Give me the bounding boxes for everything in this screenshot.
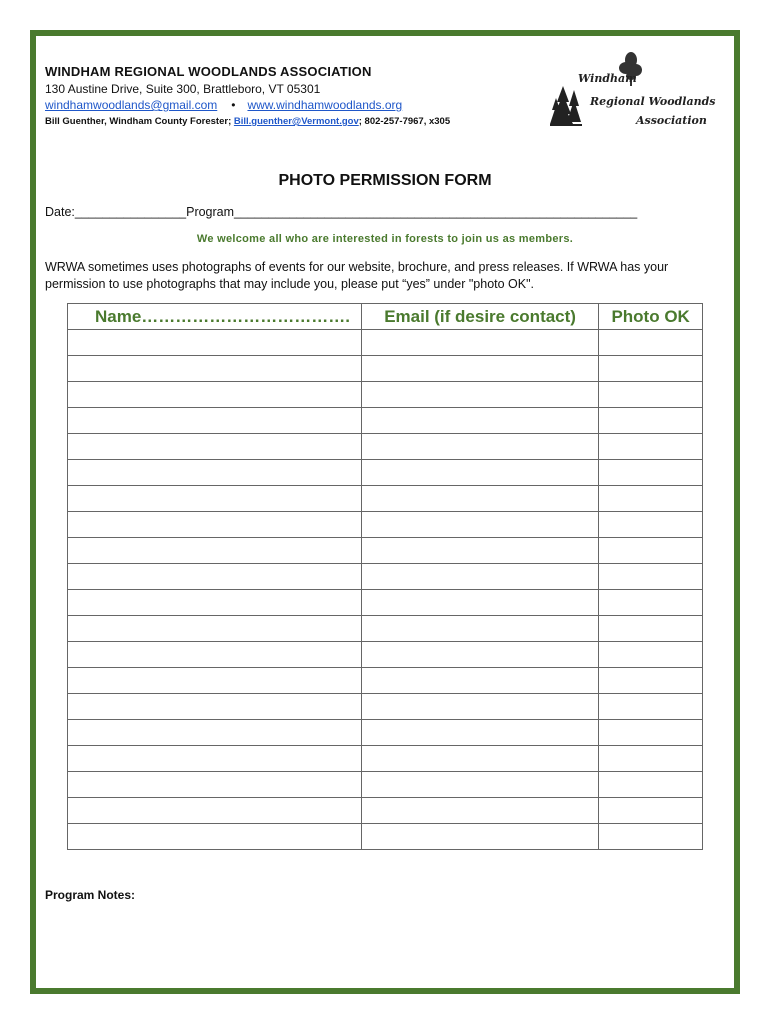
name-cell[interactable]: [68, 798, 362, 824]
organization-name: WINDHAM REGIONAL WOODLANDS ASSOCIATION: [45, 64, 372, 79]
name-cell[interactable]: [68, 616, 362, 642]
name-cell[interactable]: [68, 382, 362, 408]
email-cell[interactable]: [361, 590, 598, 616]
table-row: [68, 486, 703, 512]
name-cell[interactable]: [68, 668, 362, 694]
photo-ok-cell[interactable]: [599, 590, 703, 616]
name-cell[interactable]: [68, 564, 362, 590]
name-cell[interactable]: [68, 590, 362, 616]
email-cell[interactable]: [361, 382, 598, 408]
name-cell[interactable]: [68, 538, 362, 564]
table-row: [68, 824, 703, 850]
form-title: PHOTO PERMISSION FORM: [278, 172, 492, 189]
name-cell[interactable]: [68, 720, 362, 746]
column-header-email: Email (if desire contact): [361, 304, 598, 330]
table-row: [68, 382, 703, 408]
email-cell[interactable]: [361, 408, 598, 434]
logo-text-line1: Windham: [578, 72, 637, 85]
table-row: [68, 460, 703, 486]
email-link[interactable]: windhamwoodlands@gmail.com: [45, 98, 218, 112]
table-row: [68, 642, 703, 668]
table-row: [68, 798, 703, 824]
organization-header: [45, 64, 525, 127]
email-cell[interactable]: [361, 798, 598, 824]
name-cell[interactable]: [68, 460, 362, 486]
table-row: [68, 616, 703, 642]
table-row: [68, 434, 703, 460]
email-cell[interactable]: [361, 486, 598, 512]
photo-ok-cell[interactable]: [599, 538, 703, 564]
table-row: [68, 330, 703, 356]
forester-email-link[interactable]: Bill.guenther@Vermont.gov: [233, 116, 359, 127]
photo-ok-cell[interactable]: [599, 382, 703, 408]
email-cell[interactable]: [361, 564, 598, 590]
name-cell[interactable]: [68, 356, 362, 382]
email-cell[interactable]: [361, 460, 598, 486]
date-program-field[interactable]: Date:________________Program__________________________________________________________: [45, 205, 638, 219]
email-cell[interactable]: [361, 512, 598, 538]
photo-ok-cell[interactable]: [599, 616, 703, 642]
table-row: [68, 564, 703, 590]
forester-name: Bill Guenther, Windham County Forester;: [45, 116, 234, 127]
photo-ok-cell[interactable]: [599, 486, 703, 512]
forester-phone: ; 802-257-7967, x305: [358, 116, 451, 127]
photo-ok-cell[interactable]: [599, 798, 703, 824]
name-cell[interactable]: [68, 694, 362, 720]
email-cell[interactable]: [361, 824, 598, 850]
column-header-photo-ok: Photo OK: [599, 304, 703, 330]
email-cell[interactable]: [361, 720, 598, 746]
photo-ok-cell[interactable]: [599, 408, 703, 434]
email-cell[interactable]: [361, 642, 598, 668]
photo-ok-cell[interactable]: [599, 668, 703, 694]
photo-ok-cell[interactable]: [599, 746, 703, 772]
email-cell[interactable]: [361, 772, 598, 798]
wrwa-logo: [548, 46, 716, 130]
name-cell[interactable]: [68, 486, 362, 512]
program-notes-label: Program Notes:: [45, 888, 136, 902]
organization-address: 130 Austine Drive, Suite 300, Brattleboro, VT 05301: [45, 82, 321, 96]
welcome-message: We welcome all who are interested in forests to join us as members.: [196, 233, 574, 245]
photo-ok-cell[interactable]: [599, 642, 703, 668]
table-row: [68, 356, 703, 382]
photo-ok-cell[interactable]: [599, 694, 703, 720]
organization-links: [45, 98, 525, 112]
table-row: [68, 512, 703, 538]
forester-contact: [45, 116, 525, 127]
photo-ok-cell[interactable]: [599, 824, 703, 850]
email-cell[interactable]: [361, 746, 598, 772]
email-cell[interactable]: [361, 616, 598, 642]
name-cell[interactable]: [68, 512, 362, 538]
table-row: [68, 772, 703, 798]
intro-paragraph: WRWA sometimes uses photographs of events for our website, brochure, and press releases. If WRWA has your permission to use photographs that may include you, please put “yes” under "photo OK".: [45, 260, 669, 291]
photo-ok-cell[interactable]: [599, 330, 703, 356]
table-row: [68, 668, 703, 694]
name-cell[interactable]: [68, 824, 362, 850]
email-cell[interactable]: [361, 538, 598, 564]
link-separator: •: [231, 98, 236, 112]
table-row: [68, 720, 703, 746]
column-header-name: Name……………………………….: [68, 304, 362, 330]
table-body: [68, 330, 703, 850]
logo-text-line2: Regional Woodlands: [590, 95, 716, 108]
name-cell[interactable]: [68, 434, 362, 460]
sign-in-table: [67, 303, 703, 850]
table-row: [68, 694, 703, 720]
photo-ok-cell[interactable]: [599, 564, 703, 590]
table-row: [68, 408, 703, 434]
name-cell[interactable]: [68, 772, 362, 798]
logo-text-line3: Association: [636, 114, 707, 127]
name-cell[interactable]: [68, 746, 362, 772]
website-link[interactable]: www.windhamwoodlands.org: [247, 98, 403, 112]
photo-ok-cell[interactable]: [599, 720, 703, 746]
email-cell[interactable]: [361, 694, 598, 720]
table-header-row: [68, 304, 703, 330]
photo-ok-cell[interactable]: [599, 512, 703, 538]
table-row: [68, 590, 703, 616]
photo-ok-cell[interactable]: [599, 772, 703, 798]
photo-ok-cell[interactable]: [599, 460, 703, 486]
photo-ok-cell[interactable]: [599, 434, 703, 460]
table-row: [68, 746, 703, 772]
name-cell[interactable]: [68, 408, 362, 434]
photo-ok-cell[interactable]: [599, 356, 703, 382]
name-cell[interactable]: [68, 642, 362, 668]
email-cell[interactable]: [361, 668, 598, 694]
email-cell[interactable]: [361, 434, 598, 460]
email-cell[interactable]: [361, 356, 598, 382]
name-cell[interactable]: [68, 330, 362, 356]
email-cell[interactable]: [361, 330, 598, 356]
table-row: [68, 538, 703, 564]
